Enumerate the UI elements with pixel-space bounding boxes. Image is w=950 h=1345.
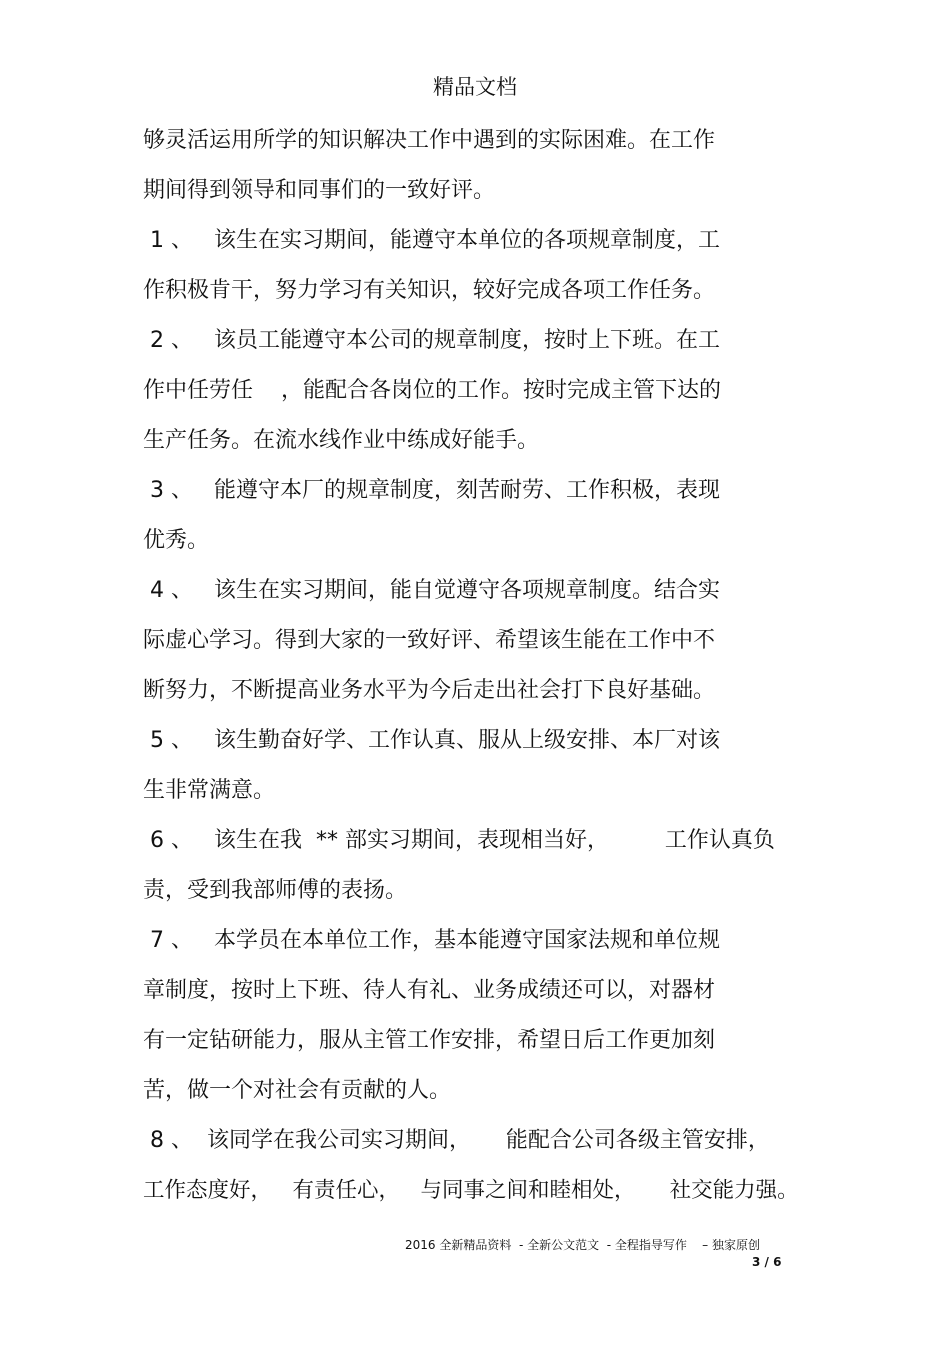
text-line: 1 、 该生在实习期间，能遵守本单位的各项规章制度，工 <box>143 228 720 253</box>
text-line: 3 、 能遵守本厂的规章制度，刻苦耐劳、工作积极，表现 <box>143 478 720 503</box>
text-line: 7 、 本学员在本单位工作，基本能遵守国家法规和单位规 <box>143 928 720 953</box>
text-line: 责，受到我部师傅的表扬。 <box>143 878 408 903</box>
text-line: 期间得到领导和同事们的一致好评。 <box>143 178 496 203</box>
text-line: 8 、 该同学在我公司实习期间， 能配合公司各级主管安排， <box>143 1128 770 1153</box>
page-number: 3 / 6 <box>752 1255 782 1269</box>
text-line: 工作态度好， 有责任心， 与同事之间和睦相处， 社交能力强。 <box>143 1178 799 1203</box>
text-line: 5 、 该生勤奋好学、工作认真、服从上级安排、本厂对该 <box>143 728 720 753</box>
page-header-title: 精品文档 <box>433 75 517 99</box>
text-line: 生产任务。在流水线作业中练成好能手。 <box>143 428 540 453</box>
text-line: 断努力，不断提高业务水平为今后走出社会打下良好基础。 <box>143 678 716 703</box>
text-line: 作中任劳任 ，能配合各岗位的工作。按时完成主管下达的 <box>143 378 721 403</box>
text-line: 4 、 该生在实习期间，能自觉遵守各项规章制度。结合实 <box>143 578 720 603</box>
text-line: 6 、 该生在我 ** 部实习期间，表现相当好， 工作认真负 <box>143 828 775 853</box>
page-footer-text: 2016 全新精品资料 - 全新公文范文 - 全程指导写作 – 独家原创 <box>405 1238 760 1252</box>
text-line: 2 、 该员工能遵守本公司的规章制度，按时上下班。在工 <box>143 328 720 353</box>
text-line: 够灵活运用所学的知识解决工作中遇到的实际困难。在工作 <box>143 128 716 153</box>
text-line: 章制度，按时上下班、待人有礼、业务成绩还可以，对器材 <box>143 978 716 1003</box>
text-line: 有一定钻研能力，服从主管工作安排，希望日后工作更加刻 <box>143 1028 716 1053</box>
text-line: 作积极肯干，努力学习有关知识，较好完成各项工作任务。 <box>143 278 716 303</box>
text-line: 际虚心学习。得到大家的一致好评、希望该生能在工作中不 <box>143 628 716 653</box>
text-line: 生非常满意。 <box>143 778 276 803</box>
text-line: 优秀。 <box>143 528 210 553</box>
text-line: 苦，做一个对社会有贡献的人。 <box>143 1078 452 1103</box>
